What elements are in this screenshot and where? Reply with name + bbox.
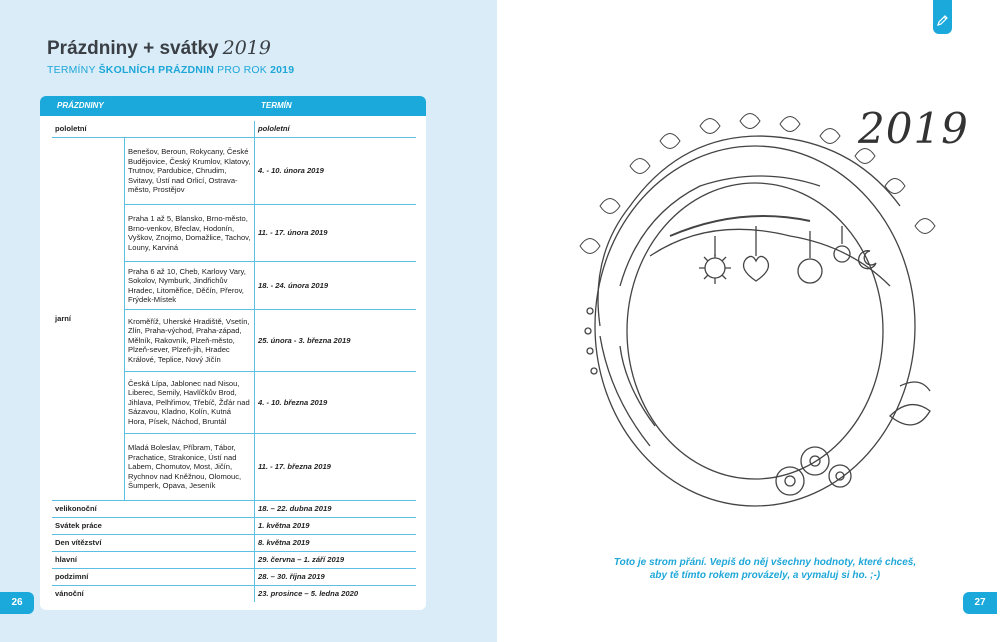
region-cell: Mladá Boleslav, Příbram, Tábor, Prachatice, Strakonice, Ústí nad Labem, Chomutov, Most, Jičín, Rychnov nad Kněžnou, Olomouc, Šumperk, Opava, Jeseník <box>125 434 255 501</box>
table-row <box>52 138 416 205</box>
table-row <box>52 121 416 138</box>
row-term: 18. – 22. dubna 2019 <box>255 501 417 518</box>
wreath-outer <box>595 146 915 506</box>
wish-tree-illustration <box>560 96 960 536</box>
term-cell: 18. - 24. února 2019 <box>255 262 417 310</box>
table-row <box>52 535 416 552</box>
table-row <box>52 501 416 518</box>
table-row <box>52 586 416 603</box>
table-row <box>52 518 416 535</box>
table-row <box>52 552 416 569</box>
term-cell: 4. - 10. února 2019 <box>255 138 417 205</box>
region-cell: Česká Lípa, Jablonec nad Nisou, Liberec, Semily, Havlíčkův Brod, Jihlava, Pelhřimov, Třebíč, Žďár nad Sázavou, Kladno, Kolín, Kutná Hora, Písek, Náchod, Bruntál <box>125 372 255 434</box>
caption-line-1: Toto je strom přání. Vepiš do něj všechny hodnoty, které chceš, <box>613 557 917 568</box>
bookmark-tab[interactable] <box>933 0 952 34</box>
table-row <box>52 569 416 586</box>
subtitle-year: 2019 <box>270 64 295 76</box>
row-term: pololetní <box>255 121 417 138</box>
row-label: podzimní <box>52 569 255 586</box>
row-term: 28. – 30. října 2019 <box>255 569 417 586</box>
row-label: Den vítězství <box>52 535 255 552</box>
header-holidays: PRÁZDNINY <box>57 101 104 110</box>
title-year: 2019 <box>222 37 271 59</box>
caption <box>600 556 930 582</box>
region-cell: Benešov, Beroun, Rokycany, České Budějovice, Český Krumlov, Klatovy, Trutnov, Pardubice, Chrudim, Svitavy, Ústí nad Orlicí, Ostrava-město, Prostějov <box>125 138 255 205</box>
subtitle-bold: ŠKOLNÍCH PRÁZDNIN <box>98 64 214 76</box>
wreath-inner <box>627 183 883 479</box>
row-label-jarni: jarní <box>52 138 125 501</box>
row-term: 8. května 2019 <box>255 535 417 552</box>
row-term: 23. prosince – 5. ledna 2020 <box>255 586 417 603</box>
page-number-left: 26 <box>0 592 34 614</box>
row-label: hlavní <box>52 552 255 569</box>
term-cell: 25. února - 3. března 2019 <box>255 310 417 372</box>
region-cell: Praha 1 až 5, Blansko, Brno-město, Brno-venkov, Břeclav, Hodonín, Vyškov, Znojmo, Domažlice, Tachov, Louny, Karviná <box>125 205 255 262</box>
row-label: pololetní <box>52 121 255 138</box>
subtitle-mid: PRO ROK <box>217 64 267 76</box>
row-label: vánoční <box>55 589 84 599</box>
subtitle-pre: TERMÍNY <box>47 64 96 76</box>
page-subtitle <box>47 64 294 76</box>
row-term: 1. května 2019 <box>255 518 417 535</box>
pencil-icon <box>937 15 948 26</box>
page-title <box>47 37 271 60</box>
row-term: 29. června – 1. září 2019 <box>255 552 417 569</box>
row-label: Svátek práce <box>52 518 255 535</box>
table-header <box>40 96 426 116</box>
term-cell: 11. - 17. března 2019 <box>255 434 417 501</box>
region-cell: Praha 6 až 10, Cheb, Karlovy Vary, Sokolov, Nymburk, Jindřichův Hradec, Litoměřice, Děčín, Přerov, Frýdek-Místek <box>125 262 255 310</box>
title-text: Prázdniny + svátky <box>47 38 219 59</box>
caption-line-2: aby tě tímto rokem provázely, a vymaluj si ho. ;-) <box>649 570 881 581</box>
page-number-right: 27 <box>963 592 997 614</box>
term-cell: 4. - 10. března 2019 <box>255 372 417 434</box>
holiday-table <box>52 121 416 602</box>
region-cell: Kroměříž, Uherské Hradiště, Vsetín, Zlín, Praha-východ, Praha-západ, Mělník, Rakovník, Plzeň-město, Plzeň-sever, Plzeň-jih, Hradec Králové, Teplice, Nový Jičín <box>125 310 255 372</box>
year-heading: 2019 <box>858 104 969 153</box>
row-label: velikonoční <box>52 501 255 518</box>
header-term: TERMÍN <box>261 101 292 110</box>
term-cell: 11. - 17. února 2019 <box>255 205 417 262</box>
